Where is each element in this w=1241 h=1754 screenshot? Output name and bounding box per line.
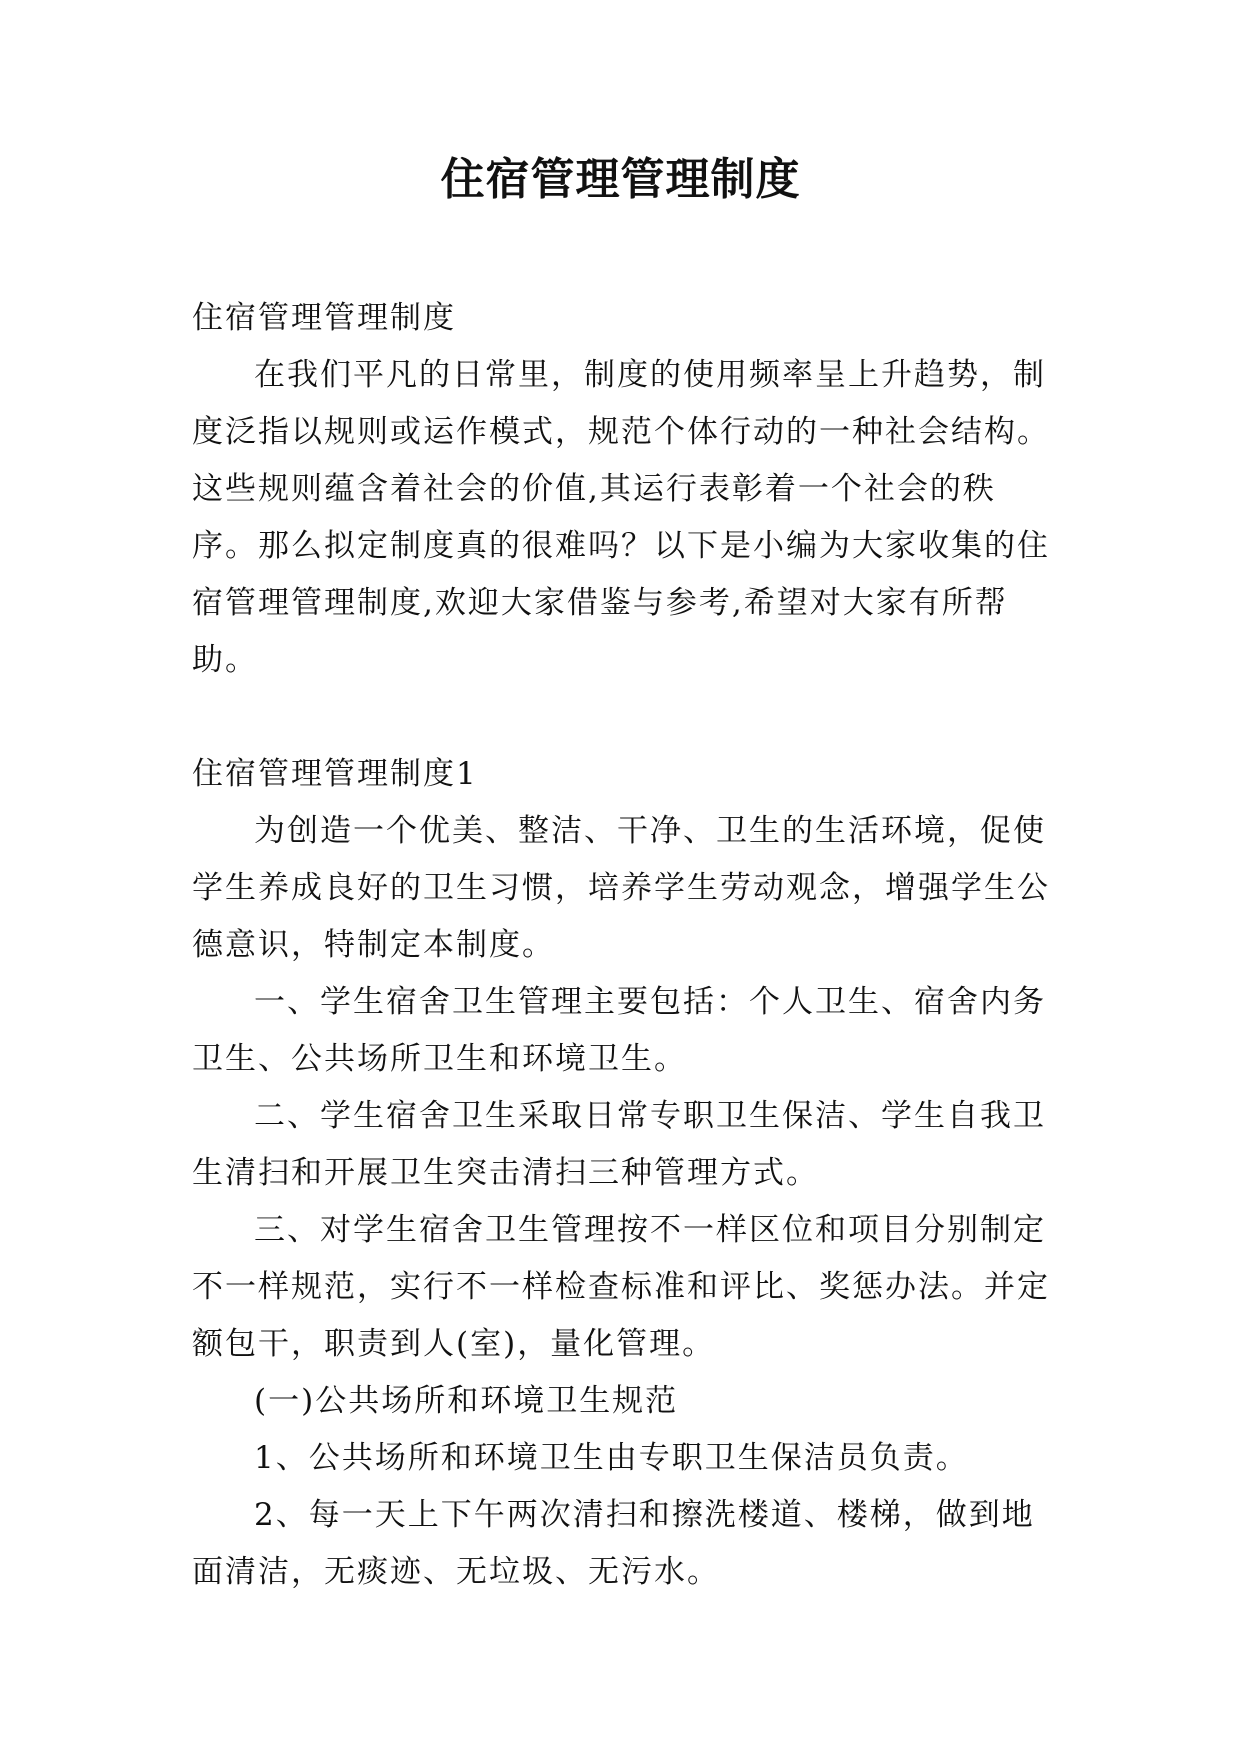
intro-paragraph: 在我们平凡的日常里，制度的使用频率呈上升趋势，制度泛指以规则或运作模式，规范个体行动的一种社会结构。这些规则蕴含着社会的价值,其运行表彰着一个社会的秩序。那么拟定制度真的很难吗？以下是小编为大家收集的住宿管理管理制度,欢迎大家借鉴与参考,希望对大家有所帮助。 xyxy=(192,357,1050,678)
document-body xyxy=(192,290,1052,1601)
section-1-subheading: (一)公共场所和环境卫生规范 xyxy=(254,1383,679,1419)
section-1-item-1: 1、公共场所和环境卫生由专职卫生保洁员负责。 xyxy=(254,1440,969,1476)
section-1-paragraph-2: 一、学生宿舍卫生管理主要包括：个人卫生、宿舍内务卫生、公共场所卫生和环境卫生。 xyxy=(192,984,1046,1077)
intro-heading: 住宿管理管理制度 xyxy=(192,300,456,336)
section-1-paragraph-1: 为创造一个优美、整洁、干净、卫生的生活环境，促使学生养成良好的卫生习惯，培养学生劳动观念，增强学生公德意识，特制定本制度。 xyxy=(192,813,1050,963)
section-1-paragraph-3: 二、学生宿舍卫生采取日常专职卫生保洁、学生自我卫生清扫和开展卫生突击清扫三种管理方式。 xyxy=(192,1098,1046,1191)
section-1-heading: 住宿管理管理制度1 xyxy=(192,756,478,792)
document-title: 住宿管理管理制度 xyxy=(440,154,801,205)
section-1-item-2: 2、每一天上下午两次清扫和擦洗楼道、楼梯，做到地面清洁，无痰迹、无垃圾、无污水。 xyxy=(192,1497,1035,1590)
section-1-paragraph-4: 三、对学生宿舍卫生管理按不一样区位和项目分别制定不一样规范，实行不一样检查标准和评比、奖惩办法。并定额包干，职责到人(室)，量化管理。 xyxy=(192,1212,1050,1362)
section-spacer xyxy=(192,689,1052,746)
